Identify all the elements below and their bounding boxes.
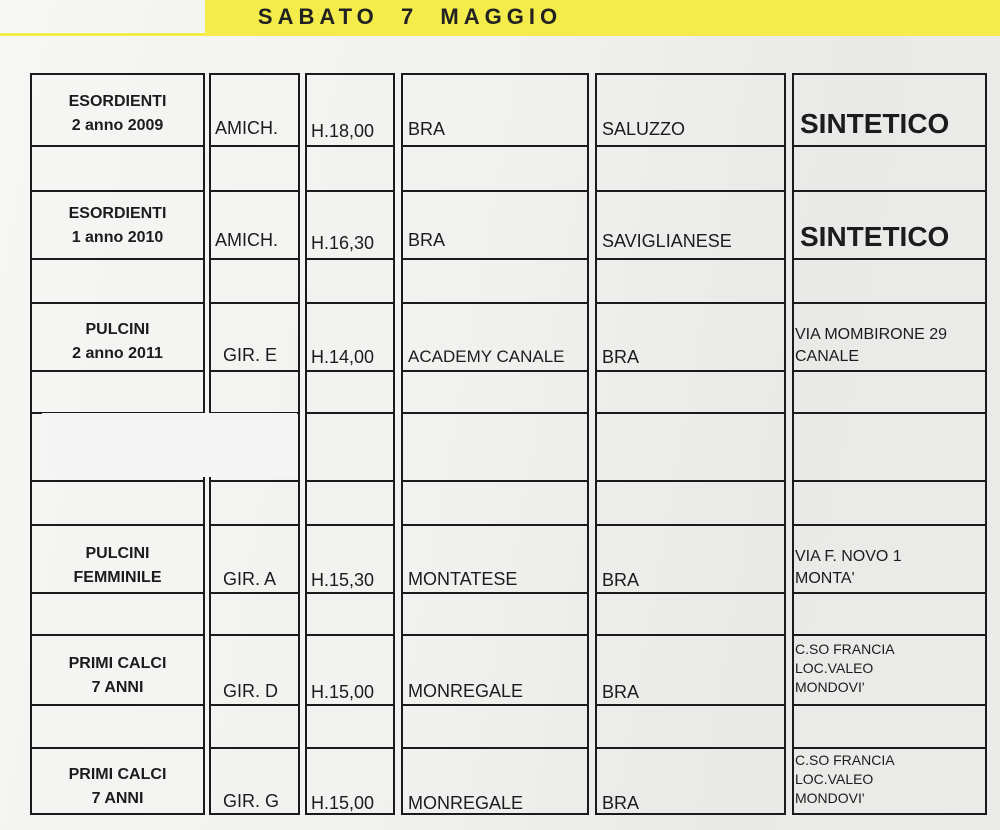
field-line: CANALE <box>795 348 860 365</box>
row-divider <box>792 634 987 636</box>
row-divider <box>305 480 395 482</box>
row-divider <box>792 480 987 482</box>
row-divider <box>792 302 987 304</box>
row-3-home: ACADEMY CANALE <box>408 347 565 366</box>
row-divider <box>595 704 786 706</box>
row-divider <box>401 480 589 482</box>
row-5-time: H.15,00 <box>311 682 375 702</box>
row-divider <box>792 258 987 260</box>
row-divider <box>30 634 205 636</box>
row-divider <box>595 634 786 636</box>
row-4-type: GIR. A <box>223 569 277 589</box>
row-4-category <box>32 542 203 590</box>
field-line: LOC.VALEO <box>795 660 874 676</box>
row-divider <box>209 634 300 636</box>
row-divider <box>792 412 987 414</box>
row-divider <box>401 145 589 147</box>
page-title: SABATO 7 MAGGIO <box>257 4 563 29</box>
row-divider <box>305 704 395 706</box>
field-line: LOC.VALEO <box>795 771 874 787</box>
field-line: C.SO FRANCIA <box>795 641 895 657</box>
row-2-type: AMICH. <box>215 230 278 250</box>
row-divider <box>209 370 300 372</box>
row-5-away: BRA <box>602 682 640 702</box>
row-2-field: SINTETICO <box>800 221 950 252</box>
row-6-field <box>795 751 895 808</box>
row-divider <box>792 747 987 749</box>
row-divider <box>30 370 205 372</box>
field-line: MONDOVI' <box>795 679 865 695</box>
row-6-type: GIR. G <box>223 791 280 811</box>
row-5-category <box>32 652 203 700</box>
category-line: 7 ANNI <box>91 679 144 696</box>
row-3-category <box>32 318 203 366</box>
row-divider <box>595 258 786 260</box>
row-divider <box>401 747 589 749</box>
row-divider <box>595 302 786 304</box>
row-divider <box>209 190 300 192</box>
row-divider <box>792 145 987 147</box>
row-divider <box>305 592 395 594</box>
row-divider <box>401 258 589 260</box>
row-divider <box>595 370 786 372</box>
row-divider <box>401 412 589 414</box>
category-line: PRIMI CALCI <box>68 766 167 783</box>
row-divider <box>30 524 205 526</box>
row-3-time: H.14,00 <box>311 347 375 367</box>
row-divider <box>305 412 395 414</box>
category-line: ESORDIENTI <box>68 93 167 110</box>
field-line: MONDOVI' <box>795 790 865 806</box>
row-divider <box>401 634 589 636</box>
category-line: 2 anno 2011 <box>72 345 163 362</box>
row-6-time: H.15,00 <box>311 793 375 813</box>
row-divider <box>401 190 589 192</box>
row-divider <box>792 190 987 192</box>
row-divider <box>209 524 300 526</box>
category-line: ESORDIENTI <box>68 205 167 222</box>
row-divider <box>401 592 589 594</box>
category-line: PULCINI <box>85 321 150 338</box>
row-1-away: SALUZZO <box>602 119 686 139</box>
row-5-type: GIR. D <box>223 681 279 701</box>
category-line: 7 ANNI <box>91 790 144 807</box>
row-divider <box>792 592 987 594</box>
row-divider <box>595 592 786 594</box>
row-divider <box>792 370 987 372</box>
row-divider <box>30 704 205 706</box>
row-1-type: AMICH. <box>215 118 278 138</box>
row-5-field <box>795 640 895 697</box>
row-divider <box>305 258 395 260</box>
row-2-category <box>32 202 203 250</box>
row-divider <box>305 634 395 636</box>
redacted-area <box>42 413 297 477</box>
category-line: FEMMINILE <box>73 569 162 586</box>
row-6-away: BRA <box>602 793 640 813</box>
row-3-field <box>795 324 947 368</box>
row-divider <box>30 747 205 749</box>
row-divider <box>305 145 395 147</box>
row-5-home: MONREGALE <box>408 681 524 701</box>
row-divider <box>305 302 395 304</box>
row-divider <box>595 412 786 414</box>
row-divider <box>595 190 786 192</box>
row-2-home: BRA <box>408 230 446 250</box>
category-line: PULCINI <box>85 545 150 562</box>
row-2-time: H.16,30 <box>311 233 375 253</box>
row-divider <box>305 190 395 192</box>
row-divider <box>595 480 786 482</box>
row-divider <box>305 747 395 749</box>
category-line: PRIMI CALCI <box>68 655 167 672</box>
row-1-time: H.18,00 <box>311 121 375 141</box>
row-6-home: MONREGALE <box>408 793 524 813</box>
row-4-time: H.15,30 <box>311 570 375 590</box>
row-divider <box>30 190 205 192</box>
row-divider <box>209 480 300 482</box>
row-4-away: BRA <box>602 570 640 590</box>
row-divider <box>209 145 300 147</box>
row-3-away: BRA <box>602 347 640 367</box>
row-1-category <box>32 90 203 138</box>
row-divider <box>305 370 395 372</box>
category-line: 1 anno 2010 <box>71 229 164 246</box>
field-line: VIA F. NOVO 1 <box>795 548 902 565</box>
category-line: 2 anno 2009 <box>71 117 164 134</box>
row-divider <box>30 145 205 147</box>
row-4-field <box>795 546 902 590</box>
row-divider <box>595 747 786 749</box>
row-6-category <box>32 763 203 811</box>
row-divider <box>30 480 205 482</box>
row-divider <box>30 258 205 260</box>
row-3-type: GIR. E <box>223 345 278 365</box>
row-divider <box>401 302 589 304</box>
row-divider <box>209 258 300 260</box>
field-line: VIA MOMBIRONE 29 <box>795 326 948 343</box>
row-divider <box>595 145 786 147</box>
row-divider <box>209 704 300 706</box>
row-4-home: MONTATESE <box>408 569 518 589</box>
row-divider <box>30 592 205 594</box>
row-divider <box>209 747 300 749</box>
header-underline <box>0 33 205 36</box>
row-1-field: SINTETICO <box>800 108 950 139</box>
row-divider <box>401 370 589 372</box>
field-line: C.SO FRANCIA <box>795 752 895 768</box>
row-divider <box>595 524 786 526</box>
field-line: MONTA' <box>795 570 855 587</box>
row-divider <box>792 704 987 706</box>
row-2-away: SAVIGLIANESE <box>602 231 732 251</box>
row-divider <box>401 704 589 706</box>
row-divider <box>305 524 395 526</box>
row-divider <box>792 524 987 526</box>
row-divider <box>30 302 205 304</box>
row-divider <box>209 302 300 304</box>
row-1-home: BRA <box>408 119 446 139</box>
row-divider <box>209 592 300 594</box>
row-divider <box>401 524 589 526</box>
